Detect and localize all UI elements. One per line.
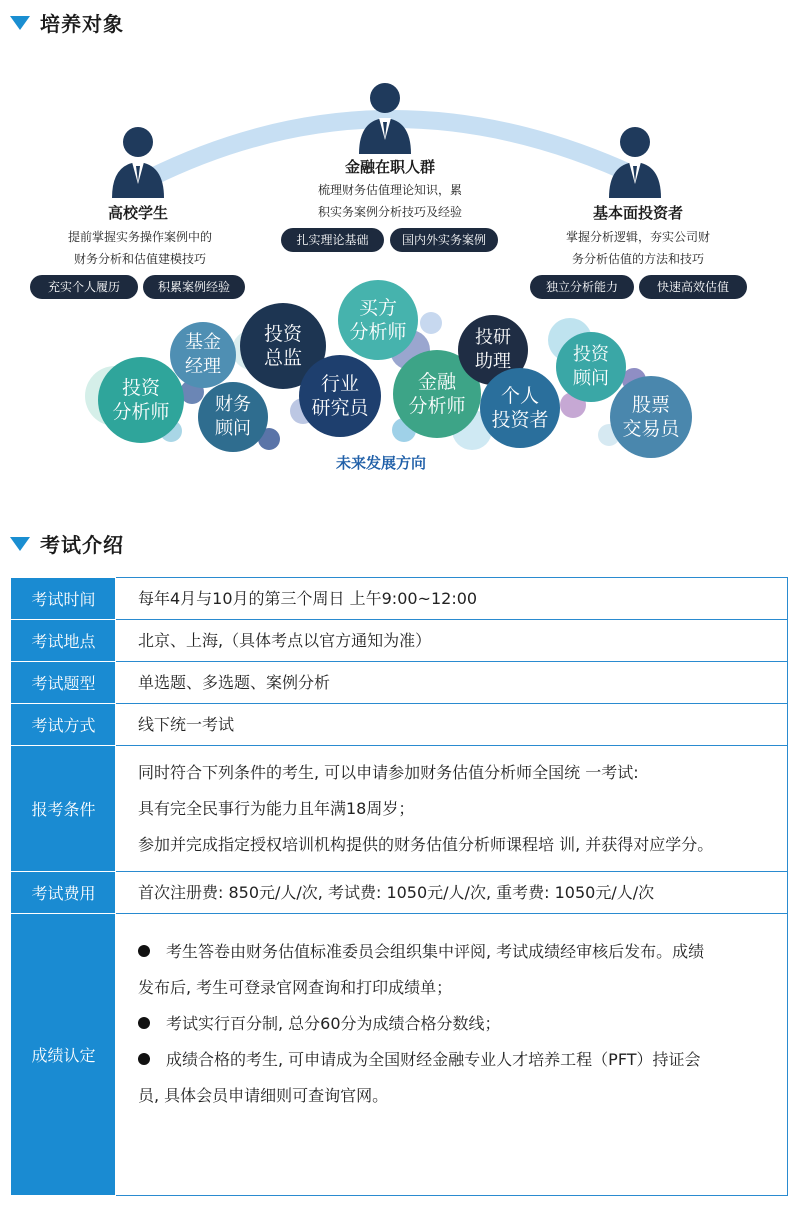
group-title-students: 高校学生 xyxy=(107,204,168,222)
score-item: 考生答卷由财务估值标准委员会组织集中评阅, 考试成绩经审核后发布。成绩 xyxy=(138,934,787,970)
tag-students-1: 充实个人履历 xyxy=(30,275,138,299)
student-person-icon xyxy=(108,124,168,198)
section-title: 培养对象 xyxy=(40,12,124,36)
row-label: 考试费用 xyxy=(12,872,116,914)
group-desc-professionals: 梳理财务估值理论知识，累 积实务案例分析技巧及经验 xyxy=(317,183,462,219)
tag-investors-1: 独立分析能力 xyxy=(530,275,634,299)
row-value: 首次注册费: 850元/人/次, 考试费: 1050元/人/次, 重考费: 1050元/人/次 xyxy=(116,872,788,914)
career-bubble-investment-consultant: 投资 顾问 xyxy=(556,332,626,402)
bullet-icon xyxy=(138,1053,150,1065)
score-item-continued: 员, 具体会员申请细则可查询官网。 xyxy=(138,1086,389,1105)
row-label: 考试时间 xyxy=(12,578,116,620)
section-header-exam xyxy=(10,529,124,558)
row-value xyxy=(116,914,788,1196)
row-value: 北京、上海,（具体考点以官方通知为准） xyxy=(116,620,788,662)
triangle-icon xyxy=(10,537,30,551)
future-direction-label: 未来发展方向 xyxy=(336,454,427,472)
career-bubble-financial-advisor: 财务 顾问 xyxy=(198,382,268,452)
group-desc-investors: 掌握分析逻辑，夯实公司财 务分析估值的方法和技巧 xyxy=(565,230,710,266)
exam-info-table xyxy=(11,577,788,1196)
tag-students-2: 积累案例经验 xyxy=(143,275,245,299)
row-value: 单选题、多选题、案例分析 xyxy=(116,662,788,704)
tag-investors-2: 快速高效估值 xyxy=(639,275,747,299)
score-item: 成绩合格的考生, 可申请成为全国财经金融专业人才培养工程（PFT）持证会 xyxy=(138,1042,787,1078)
table-row xyxy=(12,746,788,872)
career-bubble-investment-analyst: 投资 分析师 xyxy=(98,357,184,443)
career-bubble-industry-researcher: 行业 研究员 xyxy=(299,355,381,437)
table-row xyxy=(12,914,788,1196)
table-row xyxy=(12,662,788,704)
section-title: 考试介绍 xyxy=(40,533,124,557)
tag-professionals-2: 国内外实务案例 xyxy=(390,228,498,252)
row-value: 线下统一考试 xyxy=(116,704,788,746)
investor-person-icon xyxy=(605,124,665,198)
score-item-continued: 发布后, 考生可登录官网查询和打印成绩单； xyxy=(138,978,453,997)
career-bubble-financial-analyst: 金融 分析师 xyxy=(393,350,481,438)
row-label: 成绩认定 xyxy=(12,914,116,1196)
row-value: 每年4月与10月的第三个周日 上午9:00~12:00 xyxy=(116,578,788,620)
table-row xyxy=(12,578,788,620)
career-bubble-stock-trader: 股票 交易员 xyxy=(610,376,692,458)
condition-line: 具有完全民事行为能力且年满18周岁； xyxy=(138,798,415,818)
table-row xyxy=(12,872,788,914)
condition-line: 参加并完成指定授权培训机构提供的财务估值分析师课程培 训, 并获得对应学分。 xyxy=(138,834,714,854)
group-title-professionals: 金融在职人群 xyxy=(344,158,435,176)
row-label: 考试地点 xyxy=(12,620,116,662)
row-label: 考试题型 xyxy=(12,662,116,704)
bullet-icon xyxy=(138,1017,150,1029)
tag-professionals-1: 扎实理论基础 xyxy=(281,228,384,252)
table-row xyxy=(12,620,788,662)
row-label: 报考条件 xyxy=(12,746,116,872)
bullet-icon xyxy=(138,945,150,957)
group-title-investors: 基本面投资者 xyxy=(592,204,683,222)
row-value xyxy=(116,746,788,872)
professional-person-icon xyxy=(355,80,415,154)
career-bubble-research-assistant: 投研 助理 xyxy=(458,315,528,385)
table-row xyxy=(12,704,788,746)
career-bubble-fund-manager: 基金 经理 xyxy=(170,322,236,388)
decor-dot xyxy=(420,312,442,334)
score-item: 考试实行百分制, 总分60分为成绩合格分数线； xyxy=(138,1006,787,1042)
condition-line: 同时符合下列条件的考生, 可以申请参加财务估值分析师全国统 一考试: xyxy=(138,762,639,782)
career-bubble-buyside-analyst: 买方 分析师 xyxy=(338,280,418,360)
row-label: 考试方式 xyxy=(12,704,116,746)
career-bubble-investment-director: 投资 总监 xyxy=(240,303,326,389)
group-desc-students: 提前掌握实务操作案例中的 财务分析和估值建模技巧 xyxy=(67,230,212,266)
career-bubble-individual-investor: 个人 投资者 xyxy=(480,368,560,448)
